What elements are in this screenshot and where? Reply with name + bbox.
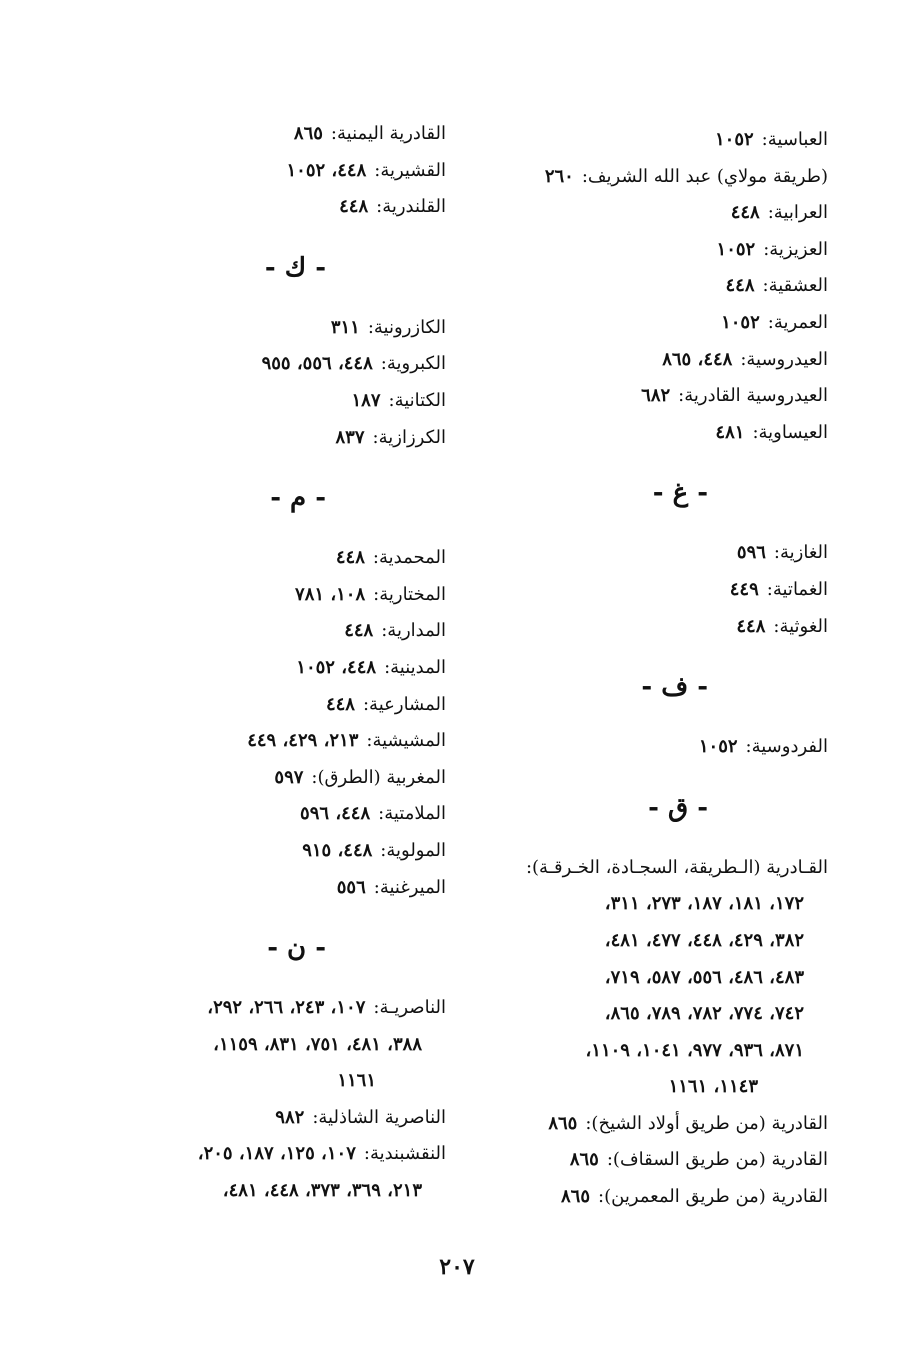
index-entry: [468, 1179, 828, 1216]
index-entry: [76, 346, 446, 383]
entry-pages-line: ٢١٣، ٣٦٩، ٣٧٣، ٤٤٨، ٤٨١،: [222, 1180, 422, 1202]
entry-pages-line: ٣٨٢، ٤٢٩، ٤٤٨، ٤٧٧، ٤٨١،: [604, 929, 804, 951]
entry-pages-line: ١١٦١: [337, 1070, 376, 1092]
entry-term: العيدروسية:: [740, 348, 828, 370]
entry-term: القادرية (من طريق السقاف):: [606, 1149, 828, 1171]
entry-pages-line: ١٧٢، ١٨١، ١٨٧، ٢٧٣، ٣١١،: [604, 893, 804, 915]
entry-term: الملامتية:: [378, 803, 446, 825]
index-entry: [468, 1106, 828, 1143]
index-entry: [468, 729, 828, 766]
entry-pages: ٣١١: [330, 316, 360, 338]
entry-qadiriya: [468, 850, 828, 1106]
index-entry: [468, 1142, 828, 1179]
entry-group-ain: [468, 122, 828, 451]
entry-group-qaf-cont: [76, 116, 446, 226]
index-entry: [76, 310, 446, 347]
index-entry: [76, 189, 446, 226]
index-entry: [76, 833, 446, 870]
entry-pages: ٤٤٨: [730, 202, 760, 224]
entry-pages: ١٠٨، ٧٨١: [295, 583, 366, 605]
letter-heading-qaf: - ق -: [648, 792, 708, 823]
left-column: [76, 116, 446, 1210]
index-entry: [76, 613, 446, 650]
entry-term: الناصرية الشاذلية:: [312, 1106, 446, 1128]
index-entry: [76, 420, 446, 457]
entry-term: العمرية:: [767, 311, 828, 333]
entry-term: المغربية (الطرق):: [311, 766, 446, 788]
entry-pages-line: ٨٧١، ٩٣٦، ٩٧٧، ١٠٤١، ١١٠٩،: [585, 1039, 804, 1061]
entry-term: القشيرية:: [374, 159, 446, 181]
entry-term: المشارعية:: [362, 693, 446, 715]
entry-term: العزيزية:: [763, 238, 828, 260]
right-column: [468, 122, 828, 1216]
entry-group-fa: [468, 729, 828, 766]
index-entry: [468, 342, 828, 379]
entry-pages: ٩٨٢: [275, 1106, 305, 1128]
index-entry: [76, 383, 446, 420]
entry-term: الغازية:: [773, 542, 828, 564]
index-entry: [76, 1100, 446, 1137]
entry-term: المختارية:: [373, 583, 446, 605]
index-entry: [76, 687, 446, 724]
entry-pages: ٤٤٨: [339, 196, 369, 218]
entry-pages: ٥٩٦: [736, 542, 766, 564]
entry-pages: ٦٨٢: [641, 385, 671, 407]
index-entry: [76, 870, 446, 907]
entry-pages: ٤٤٨، ٥٩٦: [300, 803, 371, 825]
letter-heading-mim: - م -: [270, 483, 326, 514]
entry-term: القلندرية:: [376, 196, 446, 218]
entry-pages: ٥٩٧: [274, 766, 304, 788]
entry-pages: ٤٤٨، ٩١٥: [302, 839, 373, 861]
index-entry: [468, 535, 828, 572]
entry-term: المحمدية:: [372, 547, 446, 569]
entry-group-qadiriya-branches: [468, 1106, 828, 1216]
entry-term: الكرزازية:: [372, 426, 446, 448]
entry-pages: ٨٣٧: [335, 426, 365, 448]
entry-term: المدارية:: [381, 620, 446, 642]
entry-term: القادرية اليمنية:: [330, 123, 446, 144]
entry-term: الكازرونية:: [367, 316, 446, 338]
entry-pages-line: ٤٨٣، ٤٨٦، ٥٥٦، ٥٨٧، ٧١٩،: [604, 966, 804, 988]
entry-pages: ٤٤٨: [335, 547, 365, 569]
entry-term: العشقية:: [762, 275, 828, 297]
index-entry: [76, 116, 446, 153]
index-entry: [468, 195, 828, 232]
entry-term: العيساوية:: [752, 421, 828, 443]
index-entry: [468, 268, 828, 305]
entry-group-mim: [76, 540, 446, 906]
index-entry: [468, 415, 828, 452]
entry-term: المولوية:: [380, 839, 446, 861]
entry-pages: ٤٤٨، ١٠٥٢: [296, 656, 377, 678]
entry-term: الغوثية:: [773, 615, 828, 637]
index-entry: [468, 232, 828, 269]
index-entry: [468, 159, 828, 196]
index-entry: [468, 122, 828, 159]
index-entry: [76, 723, 446, 760]
entry-term: القـادرية (الـطريقة، السجـادة، الخـرقـة):: [525, 856, 828, 878]
index-entry: [76, 760, 446, 797]
index-entry: [76, 990, 446, 1027]
entry-term: (طريقة مولاي) عبد الله الشريف:: [581, 165, 828, 187]
letter-heading-kaf: - ك -: [264, 252, 326, 283]
index-entry: [468, 572, 828, 609]
entry-pages: ١٠٥٢: [716, 238, 756, 260]
index-entry: [76, 577, 446, 614]
entry-term: العباسية:: [761, 129, 828, 150]
entry-pages: ٤٤٨، ٨٦٥: [662, 348, 733, 370]
index-entry: [76, 650, 446, 687]
entry-term: العيدروسية القادرية:: [678, 385, 828, 407]
entry-pages: ١٠٧، ٢٤٣، ٢٦٦، ٢٩٢،: [207, 997, 366, 1019]
entry-pages: ١٠٥٢: [715, 129, 754, 150]
entry-pages: ٤٤٨: [344, 620, 374, 642]
entry-pages: ٢١٣، ٤٢٩، ٤٤٩: [247, 730, 359, 752]
entry-term: المشيشية:: [366, 730, 446, 752]
page-number: ٢٠٧: [439, 1254, 475, 1280]
index-entry: [76, 153, 446, 190]
entry-group-nun: [76, 990, 446, 1210]
entry-term: الكبروية:: [380, 353, 446, 375]
entry-pages: ٥٥٦: [336, 876, 366, 898]
entry-pages: ٨٦٥: [548, 1112, 578, 1134]
entry-pages: ٤٤٨: [325, 693, 355, 715]
entry-pages: ٨٦٥: [293, 123, 323, 144]
entry-group-kaf: [76, 310, 446, 456]
entry-term: الغماتية:: [766, 578, 828, 600]
entry-term: العرابية:: [767, 202, 828, 224]
entry-pages: ٢٦٠: [544, 165, 574, 187]
entry-pages: ٨٦٥: [561, 1186, 591, 1208]
entry-term: النقشبندية:: [363, 1143, 446, 1165]
entry-pages: ٤٤٩: [729, 578, 759, 600]
letter-heading-fa: - ف -: [641, 672, 708, 703]
letter-heading-ghain: - غ -: [652, 478, 708, 509]
index-entry: [468, 378, 828, 415]
entry-pages: ٤٨١: [715, 421, 745, 443]
entry-pages-line: ٣٨٨، ٤٨١، ٧٥١، ٨٣١، ١١٥٩،: [213, 1033, 422, 1055]
entry-pages: ٤٤٨، ٥٥٦، ٩٥٥: [261, 353, 373, 375]
entry-group-ghain: [468, 535, 828, 645]
index-entry: [76, 540, 446, 577]
entry-pages: ١٨٧: [351, 389, 381, 411]
entry-pages-line: ٧٤٢، ٧٧٤، ٧٨٢، ٧٨٩، ٨٦٥،: [604, 1003, 804, 1025]
entry-pages: ٤٤٨: [736, 615, 766, 637]
letter-heading-nun: - ن -: [267, 933, 326, 964]
entry-term: الناصريـة:: [373, 997, 446, 1019]
entry-pages: ٨٦٥: [569, 1149, 599, 1171]
entry-pages-line: ١١٤٣، ١١٦١: [668, 1076, 758, 1098]
entry-pages: ٤٤٨: [725, 275, 755, 297]
entry-term: القادرية (من طريق المعمرين):: [598, 1186, 828, 1208]
index-entry: [76, 1136, 446, 1173]
entry-term: القادرية (من طريق أولاد الشيخ):: [585, 1112, 828, 1134]
entry-term: الفردوسية:: [745, 736, 828, 758]
entry-pages: ١٠٥٢: [698, 736, 738, 758]
entry-pages: ١٠٧، ١٢٥، ١٨٧، ٢٠٥،: [197, 1143, 356, 1165]
index-entry: [468, 609, 828, 646]
index-entry: [76, 796, 446, 833]
entry-term: الكتانية:: [388, 389, 446, 411]
index-entry: [468, 305, 828, 342]
entry-pages: ٤٤٨، ١٠٥٢: [286, 159, 367, 181]
entry-term: المدينية:: [384, 656, 446, 678]
entry-pages: ١٠٥٢: [721, 311, 760, 333]
entry-term: الميرغنية:: [373, 876, 446, 898]
